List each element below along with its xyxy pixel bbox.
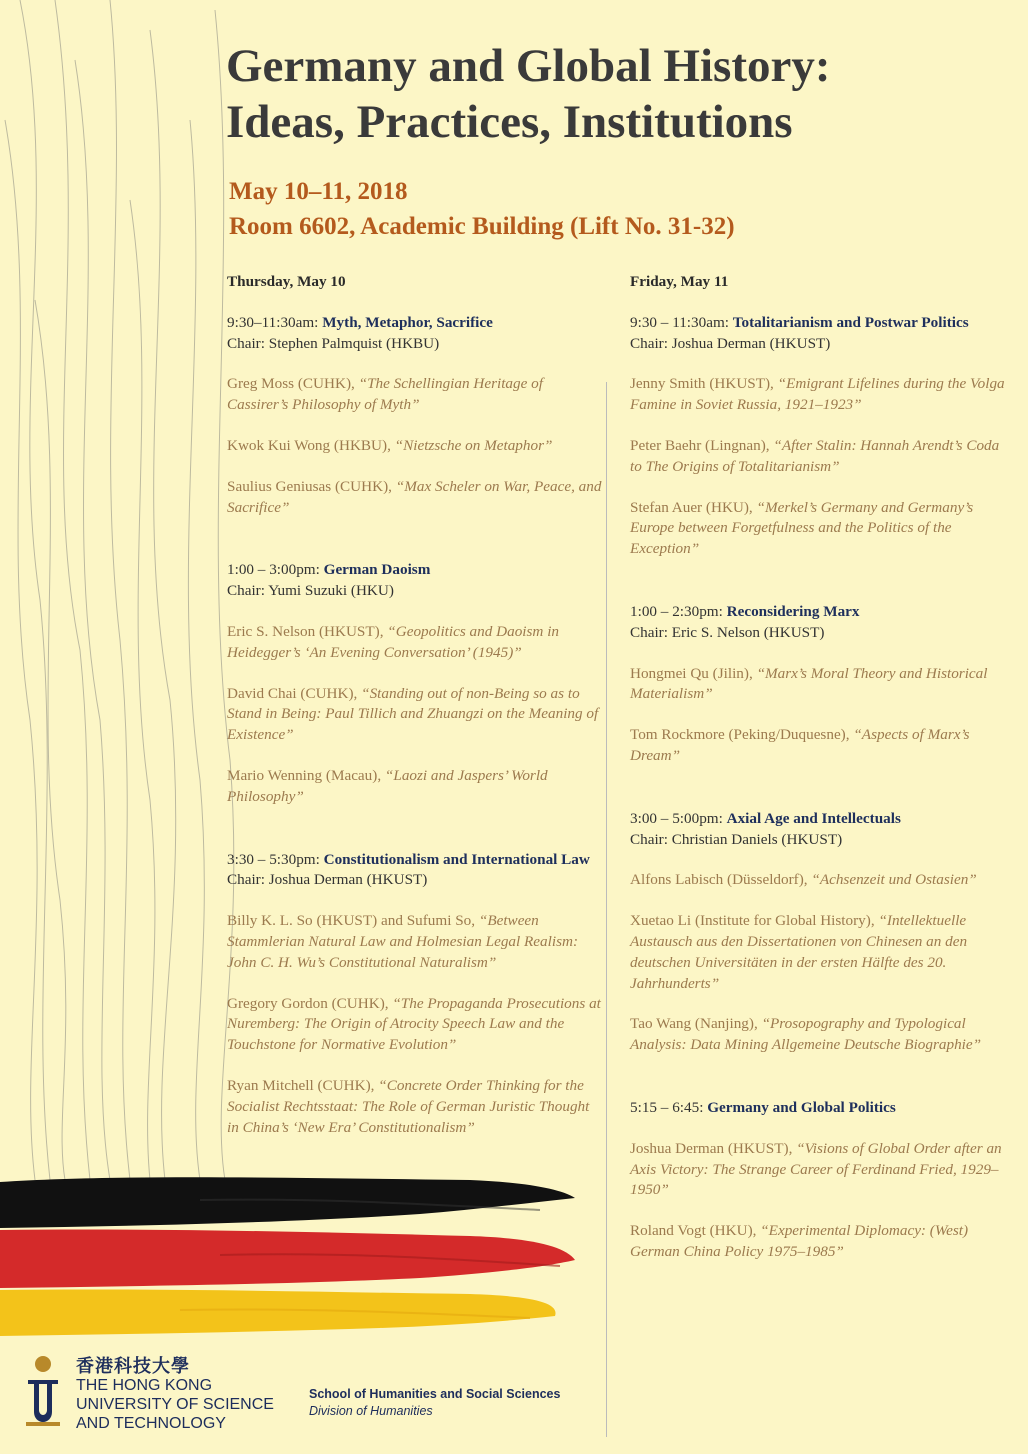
session-time: 9:30 – 11:30am: (630, 313, 733, 331)
session-block (227, 850, 602, 1139)
paper-speaker: Gregory Gordon (CUHK), (227, 994, 393, 1012)
session-time: 3:30 – 5:30pm: (227, 850, 324, 868)
session-title: Totalitarianism and Postwar Politics (732, 313, 969, 331)
title-line-2: Ideas, Practices, Institutions (226, 96, 793, 148)
session-heading (630, 1098, 1010, 1119)
paper-speaker: Greg Moss (CUHK), (227, 375, 359, 393)
paper-speaker: Alfons Labisch (Düsseldorf), (630, 871, 812, 889)
logo-chinese-name: 香港科技大學 (76, 1356, 190, 1377)
session-title: Myth, Metaphor, Sacrifice (322, 313, 493, 331)
paper-entry (630, 911, 1010, 994)
paper-title: “Prosopography and Typological Analysis: Data Mining Allgemeine Deutsche Biographie” (630, 1015, 982, 1054)
paper-entry (630, 870, 1010, 891)
session-heading (630, 313, 1010, 334)
paper-title: “Intellektuelle Austausch aus den Dissertationen von Chinesen an den deutschen Universitäten in der ersten Hälfte des 20. Jahrhunderts” (630, 912, 968, 992)
session-heading (630, 602, 1010, 623)
paper-speaker: Roland Vogt (HKU), (630, 1222, 761, 1240)
paper-entry (630, 725, 1010, 767)
paper-title: “Geopolitics and Daoism in Heidegger’s ‘An Evening Conversation’ (1945)” (227, 622, 560, 661)
logo-english-line-2: UNIVERSITY OF SCIENCE (76, 1396, 274, 1413)
logo-english-line-3: AND TECHNOLOGY (76, 1415, 226, 1432)
paper-entry (227, 622, 602, 664)
paper-speaker: Saulius Geniusas (CUHK), (227, 477, 396, 495)
day-heading: Friday, May 11 (630, 273, 729, 290)
paper-title: “The Schellingian Heritage of Cassirer’s Philosophy of Myth” (227, 375, 543, 414)
paper-entry (630, 498, 1010, 560)
paper-speaker: David Chai (CUHK), (227, 684, 362, 702)
session-chair: Chair: Joshua Derman (HKUST) (630, 334, 831, 352)
paper-title: “Concrete Order Thinking for the Socialist Rechtsstaat: The Role of German Juristic Thought in China’s ‘New Era’ Constitutionalism” (227, 1076, 590, 1136)
flag-gold-stripe (0, 1289, 556, 1336)
session-heading (227, 850, 602, 871)
paper-entry (227, 1076, 602, 1138)
paper-speaker: Tom Rockmore (Peking/Duquesne), (630, 726, 854, 744)
paper-title: “Max Scheler on War, Peace, and Sacrifice” (227, 477, 602, 516)
paper-speaker: Stefan Auer (HKU), (630, 498, 757, 516)
paper-title: “Marx’s Moral Theory and Historical Materialism” (630, 664, 988, 703)
flag-red-stripe (0, 1229, 575, 1288)
session-chair: Chair: Joshua Derman (HKUST) (227, 871, 428, 889)
german-flag-brushstrokes (0, 1170, 580, 1360)
paper-title: “Emigrant Lifelines during the Volga Famine in Soviet Russia, 1921–1923” (630, 375, 1005, 414)
paper-speaker: Ryan Mitchell (CUHK), (227, 1076, 379, 1094)
thursday-column (227, 272, 602, 1180)
paper-title: “Between Stammlerian Natural Law and Holmesian Legal Realism: John C. H. Wu’s Constitutional Naturalism” (227, 912, 579, 971)
session-title: German Daoism (323, 561, 431, 579)
session-block (227, 560, 602, 807)
day-heading: Thursday, May 10 (227, 273, 346, 290)
paper-speaker: Peter Baehr (Lingnan), (630, 436, 774, 454)
event-dates: May 10–11, 2018 (229, 178, 408, 205)
session-block (630, 1098, 1010, 1263)
paper-title: “Visions of Global Order after an Axis Victory: The Strange Career of Ferdinand Fried, 1929–1950” (630, 1139, 1002, 1199)
paper-entry (227, 684, 602, 746)
paper-title: “Experimental Diplomacy: (West) German China Policy 1975–1985” (630, 1222, 969, 1260)
paper-entry (630, 1221, 1010, 1263)
hkust-emblem-icon (18, 1354, 68, 1432)
paper-speaker: Jenny Smith (HKUST), (630, 375, 778, 393)
paper-entry (227, 436, 602, 457)
title-line-1: Germany and Global History: (226, 40, 831, 92)
paper-speaker: Xuetao Li (Institute for Global History), (630, 912, 879, 930)
session-title: Axial Age and Intellectuals (726, 809, 901, 827)
session-chair: Chair: Stephen Palmquist (HKBU) (227, 334, 440, 352)
paper-entry (630, 436, 1010, 478)
session-title: Germany and Global Politics (707, 1098, 896, 1116)
paper-speaker: Hongmei Qu (Jilin), (630, 664, 757, 682)
paper-entry (227, 477, 602, 519)
session-heading (227, 313, 602, 334)
session-heading (227, 560, 602, 581)
session-chair: Chair: Eric S. Nelson (HKUST) (630, 623, 825, 641)
session-chair: Chair: Yumi Suzuki (HKU) (227, 582, 394, 600)
paper-speaker: Billy K. L. So (HKUST) and Sufumi So, (227, 912, 479, 930)
paper-title: “After Stalin: Hannah Arendt’s Coda to The Origins of Totalitarianism” (630, 436, 1000, 475)
event-venue: Room 6602, Academic Building (Lift No. 31-32) (229, 213, 735, 240)
paper-entry (630, 1014, 1010, 1056)
session-time: 5:15 – 6:45: (630, 1098, 708, 1116)
paper-entry (227, 766, 602, 808)
page-title (226, 38, 1016, 150)
paper-entry (227, 374, 602, 416)
session-title: Constitutionalism and International Law (323, 850, 590, 868)
school-name: School of Humanities and Social Sciences (309, 1387, 561, 1401)
session-time: 9:30–11:30am: (227, 313, 323, 331)
decorative-grass-lines (0, 0, 260, 1180)
session-heading (630, 809, 1010, 830)
paper-speaker: Joshua Derman (HKUST), (630, 1139, 797, 1157)
paper-title: “Standing out of non-Being so as to Stand in Being: Paul Tillich and Zhuangzi on the Meaning of Existence” (227, 684, 599, 744)
paper-entry (227, 911, 602, 973)
division-name: Division of Humanities (309, 1404, 433, 1418)
paper-speaker: Eric S. Nelson (HKUST), (227, 622, 388, 640)
paper-entry (630, 374, 1010, 416)
flag-black-stripe (0, 1177, 575, 1228)
column-divider (606, 382, 607, 1437)
paper-title: “Nietzsche on Metaphor” (394, 436, 553, 454)
session-chair: Chair: Christian Daniels (HKUST) (630, 830, 843, 848)
paper-title: “Achsenzeit und Ostasien” (811, 871, 977, 889)
session-block (630, 313, 1010, 560)
paper-entry (630, 1139, 1010, 1201)
paper-title: “Laozi and Jaspers’ World Philosophy” (227, 766, 548, 805)
paper-entry (227, 994, 602, 1056)
paper-entry (630, 664, 1010, 706)
paper-speaker: Mario Wenning (Macau), (227, 766, 385, 784)
paper-title: “Aspects of Marx’s Dream” (630, 726, 970, 764)
paper-title: “Merkel’s Germany and Germany’s Europe between Forgetfulness and the Politics of the Exception” (630, 498, 974, 558)
paper-speaker: Kwok Kui Wong (HKBU), (227, 436, 395, 454)
logo-english-line-1: THE HONG KONG (76, 1377, 213, 1394)
session-time: 3:00 – 5:00pm: (630, 809, 727, 827)
session-time: 1:00 – 3:00pm: (227, 561, 324, 579)
friday-column (630, 272, 1010, 1305)
hkust-logo (18, 1352, 278, 1442)
session-block (630, 809, 1010, 1056)
session-title: Reconsidering Marx (726, 602, 860, 620)
session-time: 1:00 – 2:30pm: (630, 602, 727, 620)
paper-title: “The Propaganda Prosecutions at Nuremberg: The Origin of Atrocity Speech Law and the Touchstone for Normative Evolution” (227, 994, 601, 1054)
session-block (227, 313, 602, 519)
session-block (630, 602, 1010, 767)
paper-speaker: Tao Wang (Nanjing), (630, 1015, 762, 1033)
